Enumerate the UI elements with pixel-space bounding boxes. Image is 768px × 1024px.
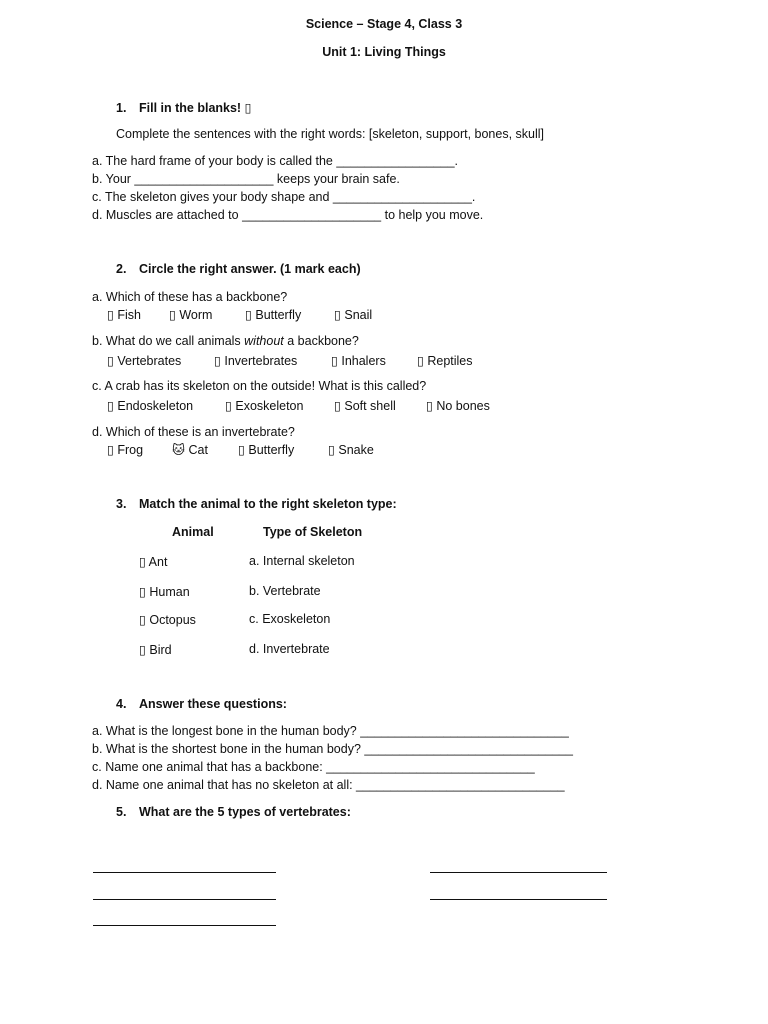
q3-animal-octopus: ▯ Octopus: [139, 613, 196, 627]
q2a-option-worm[interactable]: ▯ Worm: [169, 308, 213, 322]
q4-heading: [116, 697, 287, 711]
q2-heading: [116, 262, 361, 276]
q2a-option-fish[interactable]: ▯ Fish: [107, 308, 141, 322]
q2b-option-invertebrates[interactable]: ▯ Invertebrates: [214, 354, 298, 368]
q2b-question-post: a backbone?: [283, 334, 359, 348]
q4-number: 4.: [116, 697, 127, 711]
q3-col-animal: Animal: [172, 525, 214, 539]
q3-type-c: c. Exoskeleton: [249, 612, 331, 626]
q1-heading-text: Fill in the blanks! ▯: [139, 101, 252, 115]
q5-answer-line-3[interactable]: [93, 899, 276, 900]
q2d-option-frog[interactable]: ▯ Frog: [107, 443, 144, 457]
worksheet-title: Science – Stage 4, Class 3: [305, 17, 463, 31]
q1-item-a: a. The hard frame of your body is called the _________________.: [92, 154, 459, 168]
q5-heading: [116, 805, 351, 819]
q2b-option-reptiles[interactable]: ▯ Reptiles: [417, 354, 473, 368]
q1-instruction: Complete the sentences with the right words: [skeleton, support, bones, skull]: [116, 127, 545, 141]
q2d-question: d. Which of these is an invertebrate?: [92, 425, 295, 439]
q3-animal-ant: ▯ Ant: [139, 555, 168, 569]
q4-item-a: a. What is the longest bone in the human body? ______________________________: [92, 724, 569, 738]
q3-col-type: Type of Skeleton: [263, 525, 363, 539]
q5-answer-line-1[interactable]: [93, 872, 276, 873]
q4-item-d: d. Name one animal that has no skeleton at all: ______________________________: [92, 778, 565, 792]
q2c-option-exoskeleton[interactable]: ▯ Exoskeleton: [225, 399, 304, 413]
q4-heading-text: Answer these questions:: [139, 697, 287, 711]
q4-item-c: c. Name one animal that has a backbone: ______________________________: [92, 760, 535, 774]
q1-number: 1.: [116, 101, 127, 115]
q4-item-b: b. What is the shortest bone in the human body? ______________________________: [92, 742, 573, 756]
q1-item-b: b. Your ____________________ keeps your brain safe.: [92, 172, 400, 186]
q2d-option-snake[interactable]: ▯ Snake: [328, 443, 374, 457]
q1-item-c: c. The skeleton gives your body shape and ____________________.: [92, 190, 476, 204]
q5-heading-text: What are the 5 types of vertebrates:: [139, 805, 351, 819]
q3-number: 3.: [116, 497, 127, 511]
q2-heading-text: Circle the right answer. (1 mark each): [139, 262, 361, 276]
q2d-option-butterfly[interactable]: ▯ Butterfly: [238, 443, 295, 457]
q2d-option-cat[interactable]: 🐱 Cat: [172, 443, 208, 457]
unit-title: Unit 1: Living Things: [322, 45, 446, 59]
q1-item-d: d. Muscles are attached to ____________________ to help you move.: [92, 208, 484, 222]
q3-heading-text: Match the animal to the right skeleton type:: [139, 497, 397, 511]
q2b-question-pre: b. What do we call animals: [92, 334, 245, 348]
q3-type-d: d. Invertebrate: [249, 642, 330, 656]
q3-type-a: a. Internal skeleton: [249, 554, 355, 568]
q3-heading: [116, 497, 397, 511]
q2-number: 2.: [116, 262, 127, 276]
q2b-option-inhalers[interactable]: ▯ Inhalers: [331, 354, 386, 368]
q2c-question: c. A crab has its skeleton on the outside! What is this called?: [92, 379, 427, 393]
q5-answer-line-5[interactable]: [93, 925, 276, 926]
q2a-option-butterfly[interactable]: ▯ Butterfly: [245, 308, 302, 322]
q2b-question: [92, 334, 359, 348]
q2b-question-italic: without: [244, 334, 284, 348]
q3-animal-bird: ▯ Bird: [139, 643, 172, 657]
q5-number: 5.: [116, 805, 127, 819]
q3-type-b: b. Vertebrate: [249, 584, 321, 598]
q2a-option-snail[interactable]: ▯ Snail: [334, 308, 373, 322]
q2c-option-endoskeleton[interactable]: ▯ Endoskeleton: [107, 399, 194, 413]
q2a-question: a. Which of these has a backbone?: [92, 290, 288, 304]
q5-answer-line-2[interactable]: [430, 872, 607, 873]
q2c-option-soft-shell[interactable]: ▯ Soft shell: [334, 399, 396, 413]
q2b-option-vertebrates[interactable]: ▯ Vertebrates: [107, 354, 182, 368]
q5-answer-line-4[interactable]: [430, 899, 607, 900]
q3-animal-human: ▯ Human: [139, 585, 190, 599]
q2c-option-no-bones[interactable]: ▯ No bones: [426, 399, 490, 413]
q1-heading: [116, 100, 251, 115]
